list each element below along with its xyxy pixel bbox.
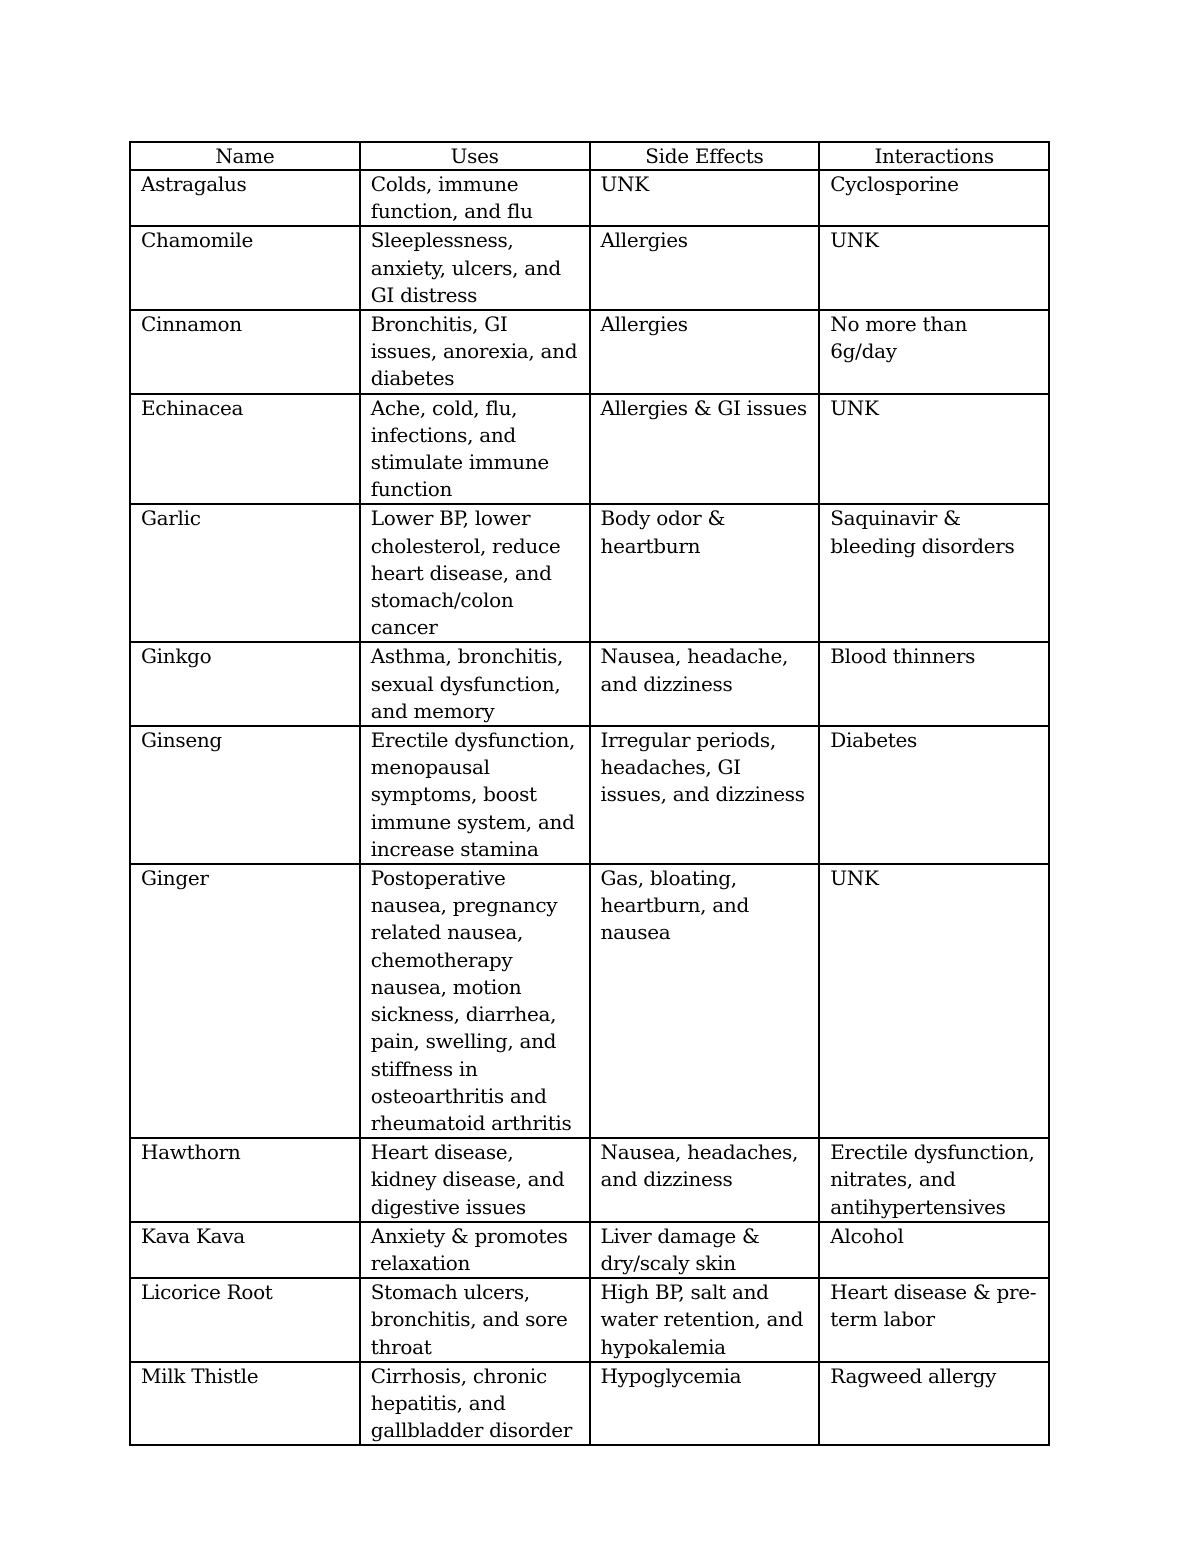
cell-side-effects: Nausea, headaches, and dizziness xyxy=(590,1138,820,1222)
cell-side-effects: Irregular periods, headaches, GI issues, and dizziness xyxy=(590,726,820,864)
cell-side-effects: Allergies xyxy=(590,226,820,310)
cell-side-effects: Nausea, headache, and dizziness xyxy=(590,642,820,726)
cell-side-effects: Gas, bloating, heartburn, and nausea xyxy=(590,864,820,1138)
cell-name: Echinacea xyxy=(130,394,360,505)
cell-name: Ginkgo xyxy=(130,642,360,726)
cell-uses: Lower BP, lower cholesterol, reduce heart disease, and stomach/colon cancer xyxy=(360,504,590,642)
cell-side-effects: UNK xyxy=(590,170,820,226)
cell-uses: Ache, cold, flu, infections, and stimulate immune function xyxy=(360,394,590,505)
cell-interactions: Cyclosporine xyxy=(819,170,1049,226)
cell-name: Chamomile xyxy=(130,226,360,310)
cell-uses: Heart disease, kidney disease, and digestive issues xyxy=(360,1138,590,1222)
cell-side-effects: High BP, salt and water retention, and hypokalemia xyxy=(590,1278,820,1362)
cell-name: Astragalus xyxy=(130,170,360,226)
cell-name: Kava Kava xyxy=(130,1222,360,1278)
table-row xyxy=(130,642,1049,726)
cell-interactions: UNK xyxy=(819,864,1049,1138)
table-row xyxy=(130,394,1049,505)
header-interactions: Interactions xyxy=(819,142,1049,170)
cell-name: Ginger xyxy=(130,864,360,1138)
table-row xyxy=(130,504,1049,642)
cell-uses: Stomach ulcers, bronchitis, and sore throat xyxy=(360,1278,590,1362)
cell-interactions: No more than 6g/day xyxy=(819,310,1049,394)
cell-name: Hawthorn xyxy=(130,1138,360,1222)
cell-interactions: Saquinavir & bleeding disorders xyxy=(819,504,1049,642)
table-row xyxy=(130,1222,1049,1278)
cell-uses: Asthma, bronchitis, sexual dysfunction, and memory xyxy=(360,642,590,726)
cell-interactions: UNK xyxy=(819,394,1049,505)
cell-interactions: Ragweed allergy xyxy=(819,1362,1049,1446)
cell-name: Milk Thistle xyxy=(130,1362,360,1446)
cell-name: Cinnamon xyxy=(130,310,360,394)
cell-interactions: Alcohol xyxy=(819,1222,1049,1278)
header-name: Name xyxy=(130,142,360,170)
cell-uses: Erectile dysfunction, menopausal symptoms, boost immune system, and increase stamina xyxy=(360,726,590,864)
header-side-effects: Side Effects xyxy=(590,142,820,170)
cell-interactions: Erectile dysfunction, nitrates, and antihypertensives xyxy=(819,1138,1049,1222)
header-uses: Uses xyxy=(360,142,590,170)
cell-uses: Cirrhosis, chronic hepatitis, and gallbladder disorder xyxy=(360,1362,590,1446)
table-row xyxy=(130,726,1049,864)
cell-interactions: Heart disease & pre-term labor xyxy=(819,1278,1049,1362)
cell-name: Licorice Root xyxy=(130,1278,360,1362)
cell-uses: Colds, immune function, and flu xyxy=(360,170,590,226)
table-row xyxy=(130,170,1049,226)
cell-interactions: Diabetes xyxy=(819,726,1049,864)
cell-side-effects: Allergies & GI issues xyxy=(590,394,820,505)
table-row xyxy=(130,864,1049,1138)
cell-uses: Anxiety & promotes relaxation xyxy=(360,1222,590,1278)
cell-uses: Postoperative nausea, pregnancy related nausea, chemotherapy nausea, motion sickness, diarrhea, pain, swelling, and stiffness in osteoarthritis and rheumatoid arthritis xyxy=(360,864,590,1138)
cell-uses: Bronchitis, GI issues, anorexia, and diabetes xyxy=(360,310,590,394)
table-row xyxy=(130,1362,1049,1446)
cell-interactions: UNK xyxy=(819,226,1049,310)
cell-side-effects: Liver damage & dry/scaly skin xyxy=(590,1222,820,1278)
cell-uses: Sleeplessness, anxiety, ulcers, and GI distress xyxy=(360,226,590,310)
table-row xyxy=(130,1278,1049,1362)
cell-interactions: Blood thinners xyxy=(819,642,1049,726)
table-row xyxy=(130,226,1049,310)
cell-side-effects: Hypoglycemia xyxy=(590,1362,820,1446)
cell-name: Ginseng xyxy=(130,726,360,864)
table-row xyxy=(130,310,1049,394)
header-row xyxy=(130,142,1049,170)
table-row xyxy=(130,1138,1049,1222)
cell-side-effects: Allergies xyxy=(590,310,820,394)
herb-table xyxy=(129,141,1050,1446)
cell-side-effects: Body odor & heartburn xyxy=(590,504,820,642)
cell-name: Garlic xyxy=(130,504,360,642)
